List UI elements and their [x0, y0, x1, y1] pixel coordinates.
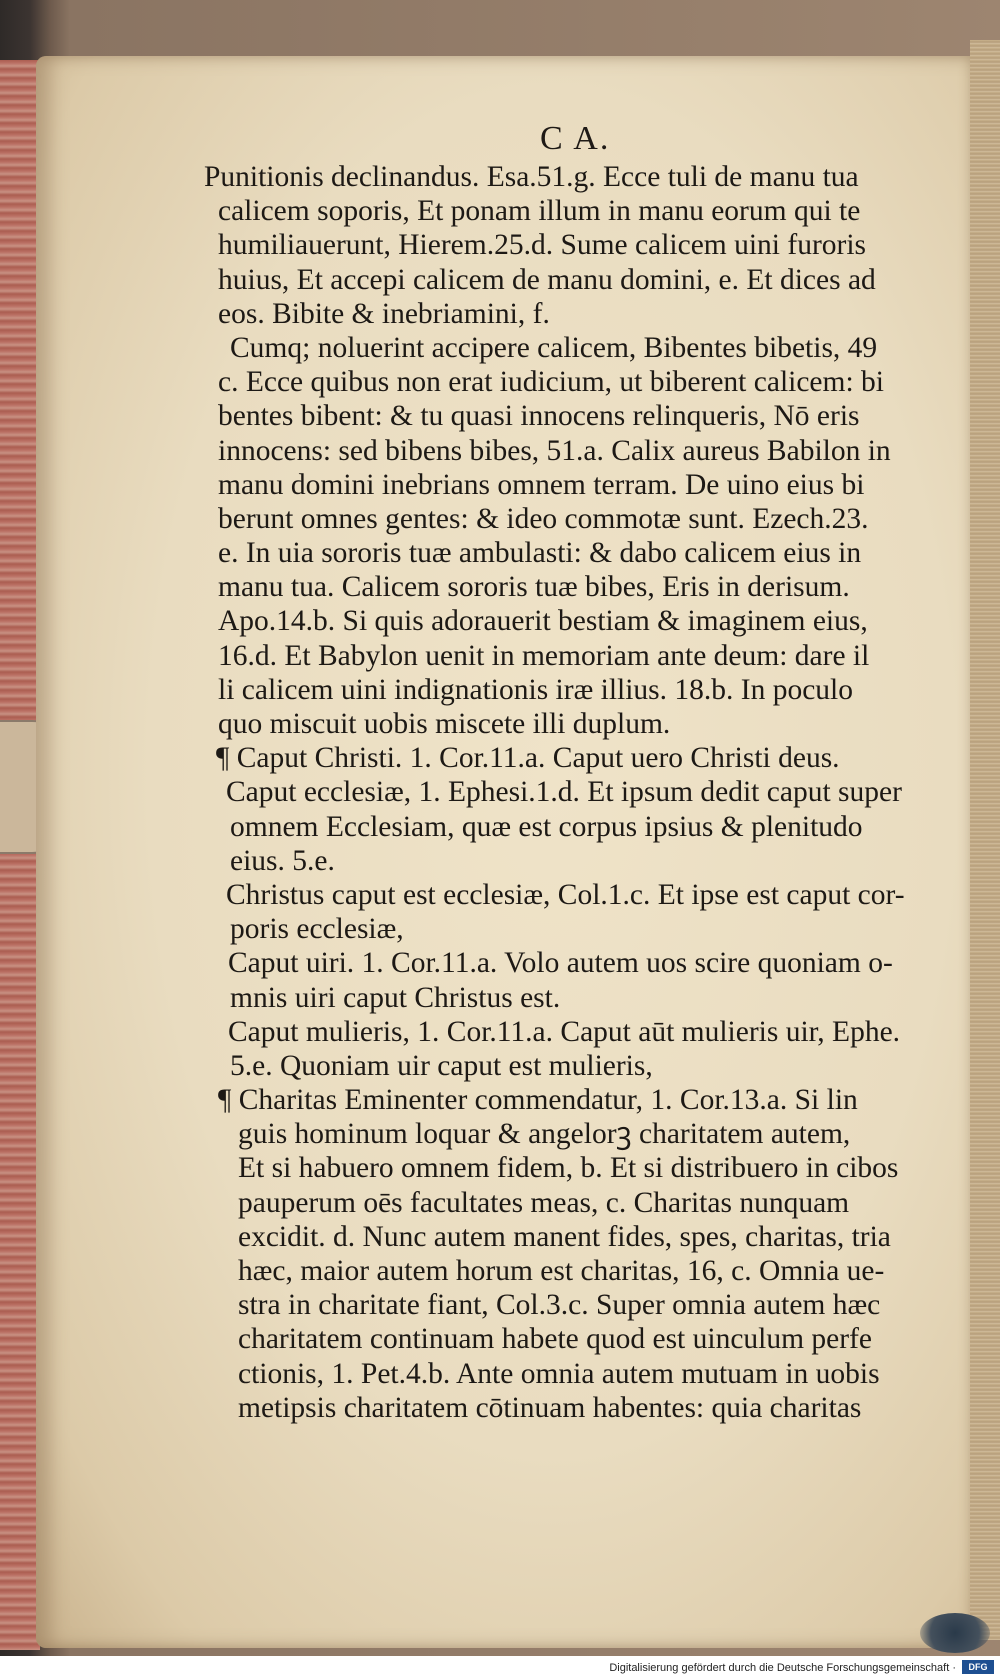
text-line: bentes bibent: & tu quasi innocens relinqueris, Nō eris	[218, 400, 860, 433]
text-line: calicem soporis, Et ponam illum in manu eorum qui te	[218, 195, 861, 228]
text-line: stra in charitate fiant, Col.3.c. Super omnia autem hæc	[238, 1289, 881, 1322]
text-line: guis hominum loquar & angelorꝫ charitatem autem,	[238, 1118, 851, 1151]
text-line: 5.e. Quoniam uir caput est mulieris,	[230, 1049, 653, 1082]
text-line: metipsis charitatem cōtinuam habentes: quia charitas	[238, 1391, 862, 1424]
text-line: Caput mulieris, 1. Cor.11.a. Caput aūt mulieris uir, Ephe.	[228, 1015, 901, 1048]
dfg-logo: DFG	[962, 1660, 994, 1674]
text-line: manu domini inebrians omnem terram. De uino eius bi	[218, 468, 865, 501]
running-head: C A.	[540, 120, 611, 157]
text-line: e. In uia sororis tuæ ambulasti: & dabo calicem eius in	[218, 537, 862, 570]
text-line: humiliauerunt, Hierem.25.d. Sume calicem uini furoris	[218, 229, 867, 262]
text-line: pauperum oēs facultates meas, c. Charitas nunquam	[238, 1186, 850, 1219]
text-line: innocens: sed bibens bibes, 51.a. Calix aureus Babilon in	[218, 434, 891, 467]
text-line: Caput ecclesiæ, 1. Ephesi.1.d. Et ipsum dedit caput super	[226, 776, 902, 809]
text-line: eos. Bibite & inebriamini, f.	[218, 297, 550, 330]
text-line: poris ecclesiæ,	[230, 913, 404, 946]
text-line: Cumq; noluerint accipere calicem, Bibentes bibetis, 49	[230, 331, 878, 364]
text-line: 16.d. Et Babylon uenit in memoriam ante deum: dare il	[218, 639, 870, 672]
book-fore-edge-left	[0, 60, 40, 1650]
text-line: charitatem continuam habete quod est uinculum perfe	[238, 1323, 873, 1356]
text-line: hæc, maior autem horum est charitas, 16, c. Omnia ue-	[238, 1255, 885, 1287]
text-line: manu tua. Calicem sororis tuæ bibes, Eris in derisum.	[218, 571, 850, 604]
text-line: huius, Et accepi calicem de manu domini, e. Et dices ad	[218, 263, 876, 296]
body-text	[204, 160, 970, 1425]
text-line: ¶ Caput Christi. 1. Cor.11.a. Caput uero Christi deus.	[216, 742, 840, 775]
text-line: eius. 5.e.	[230, 844, 335, 877]
text-line: Caput uiri. 1. Cor.11.a. Volo autem uos scire quoniam o-	[228, 947, 893, 980]
text-line: Et si habuero omnem fidem, b. Et si distribuero in cibos	[238, 1152, 899, 1185]
text-line: c. Ecce quibus non erat iudicium, ut biberent calicem: bi	[218, 366, 884, 399]
text-line: excidit. d. Nunc autem manent fides, spes, charitas, tria	[238, 1220, 891, 1253]
text-line: li calicem uini indignationis iræ illius. 18.b. In poculo	[218, 673, 853, 706]
text-line: Punitionis declinandus. Esa.51.g. Ecce tuli de manu tua	[204, 161, 859, 193]
text-line: Christus caput est ecclesiæ, Col.1.c. Et ipse est caput cor-	[226, 878, 905, 911]
text-line: mnis uiri caput Christus est.	[230, 981, 561, 1014]
text-line: ¶ Charitas Eminenter commendatur, 1. Cor.13.a. Si lin	[218, 1084, 858, 1117]
text-line: ctionis, 1. Pet.4.b. Ante omnia autem mutuam in uobis	[238, 1357, 880, 1390]
text-line: berunt omnes gentes: & ideo commotæ sunt. Ezech.23.	[218, 502, 869, 535]
corner-stain	[920, 1613, 990, 1653]
book-page-edges-right	[970, 40, 1000, 1640]
footer-credit: Digitalisierung gefördert durch die Deutsche Forschungsgemeinschaft ·	[609, 1662, 956, 1674]
text-line: Apo.14.b. Si quis adorauerit bestiam & imaginem eius,	[218, 605, 868, 638]
text-line: omnem Ecclesiam, quæ est corpus ipsius & plenitudo	[230, 810, 863, 843]
text-line: quo miscuit uobis miscete illi duplum.	[218, 708, 671, 740]
